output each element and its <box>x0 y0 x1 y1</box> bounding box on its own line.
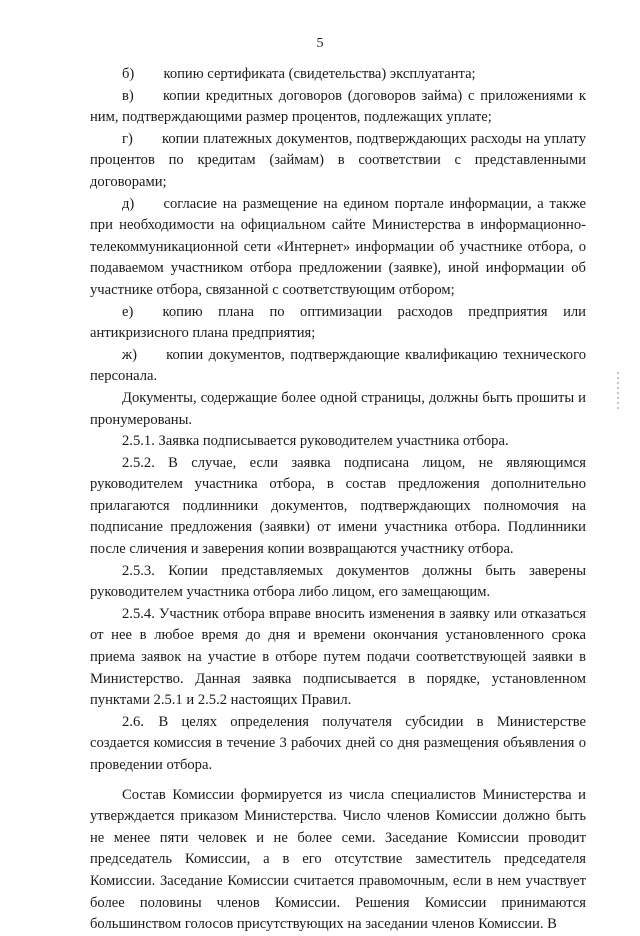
list-item-e: е) копию плана по оптимизации расходов предприятия или антикризисного плана предприятия; <box>90 303 586 342</box>
clause-2-5-1: 2.5.1. Заявка подписывается руководителем участника отбора. <box>122 433 509 450</box>
paragraph-commission-composition: Состав Комиссии формируется из числа специалистов Министерства и утверждается приказом Министерства. Число членов Комиссии должно быть не менее пяти человек и не более семи. Заседание Комиссии проводит председатель Комиссии, а в его отсутствие заместитель председателя Комиссии. Заседание Комиссии считается правомочным, если в нем участвует более половины членов Комиссии. Решения Комиссии принимаются большинством голосов присутствующих на заседании членов Комиссии. В <box>90 786 586 933</box>
clause-2-5-2: 2.5.2. В случае, если заявка подписана лицом, не являющимся руководителем участника отбора, в состав предложения дополнительно прилагаются подлинники документов, подтверждающих полномочия на подписание предложения (заявки) от имени участника отбора. Подлинники после сличения и заверения копии возвращаются участнику отбора. <box>90 454 586 558</box>
clause-2-5-4: 2.5.4. Участник отбора вправе вносить изменения в заявку или отказаться от нее в любое время до дня и времени окончания установленного срока приема заявок на участие в отборе путем подачи соответствующей заявки в Министерство. Данная заявка подписывается в порядке, установленном пунктами 2.5.1 и 2.5.2 настоящих Правил. <box>90 605 586 709</box>
list-item-d: д) согласие на размещение на едином портале информации, а также при необходимости на официальном сайте Министерства в информационно-телекоммуникационной сети «Интернет» информации об участнике отбора, о подаваемом участником отбора предложении (заявке), иной информации об участнике отбора, связанной с соответствующим отбором; <box>90 195 586 298</box>
paragraph-documents-binding: Документы, содержащие более одной страницы, должны быть прошиты и пронумерованы. <box>90 389 586 428</box>
list-item-b: б) копию сертификата (свидетельства) эксплуатанта; <box>122 66 476 82</box>
list-item-g: г) копии платежных документов, подтверждающих расходы на уплату процентов по кредитам (займам) в соответствии с представленными договорами; <box>90 130 586 190</box>
clause-2-5-3: 2.5.3. Копии представляемых документов должны быть заверены руководителем участника отбора либо лицом, его замещающим. <box>90 562 586 601</box>
page-number: 5 <box>316 36 324 51</box>
list-item-v: в) копии кредитных договоров (договоров займа) с приложениями к ним, подтверждающими размер процентов, подлежащих уплате; <box>90 87 586 126</box>
scan-margin-mark <box>617 372 619 410</box>
document-body <box>90 64 586 936</box>
clause-2-6: 2.6. В целях определения получателя субсидии в Министерстве создается комиссия в течение 3 рабочих дней со дня размещения объявления о проведении отбора. <box>90 713 586 773</box>
list-item-zh: ж) копии документов, подтверждающие квалификацию технического персонала. <box>90 346 586 385</box>
